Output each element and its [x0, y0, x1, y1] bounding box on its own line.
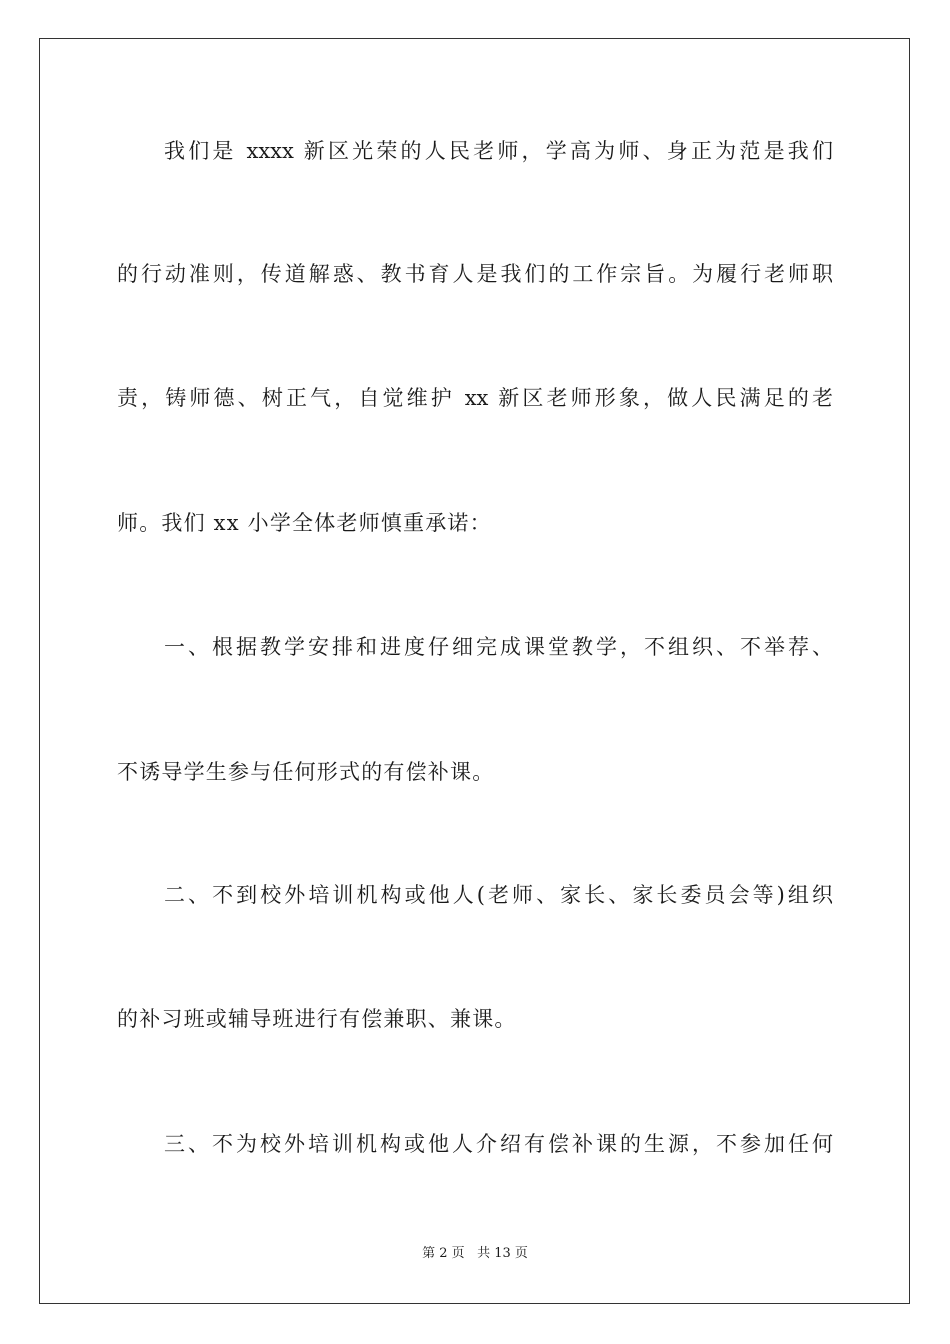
- paragraph-line: 不诱导学生参与任何形式的有偿补课。: [117, 760, 495, 784]
- paragraph-line: 的补习班或辅导班进行有偿兼职、兼课。: [117, 1007, 517, 1031]
- paragraph-line: 三、不为校外培训机构或他人介绍有偿补课的生源，不参加任何: [164, 1132, 833, 1156]
- paragraph-line: 二、不到校外培训机构或他人(老师、家长、家长委员会等)组织: [164, 883, 833, 907]
- paragraph-line: 责，铸师德、树正气，自觉维护 xx 新区老师形象，做人民满足的老: [117, 386, 833, 410]
- paragraph-line: 我们是 xxxx 新区光荣的人民老师，学高为师、身正为范是我们: [164, 139, 833, 163]
- page-number: 第 2 页: [422, 1246, 465, 1261]
- page-total: 共 13 页: [477, 1246, 528, 1261]
- page-footer: [0, 1245, 950, 1263]
- paragraph-line: 的行动准则，传道解惑、教书育人是我们的工作宗旨。为履行老师职: [117, 262, 833, 286]
- paragraph-line: 师。我们 xx 小学全体老师慎重承诺：: [117, 511, 492, 535]
- page-border: [39, 38, 910, 1304]
- paragraph-line: 一、根据教学安排和进度仔细完成课堂教学，不组织、不举荐、: [164, 635, 833, 659]
